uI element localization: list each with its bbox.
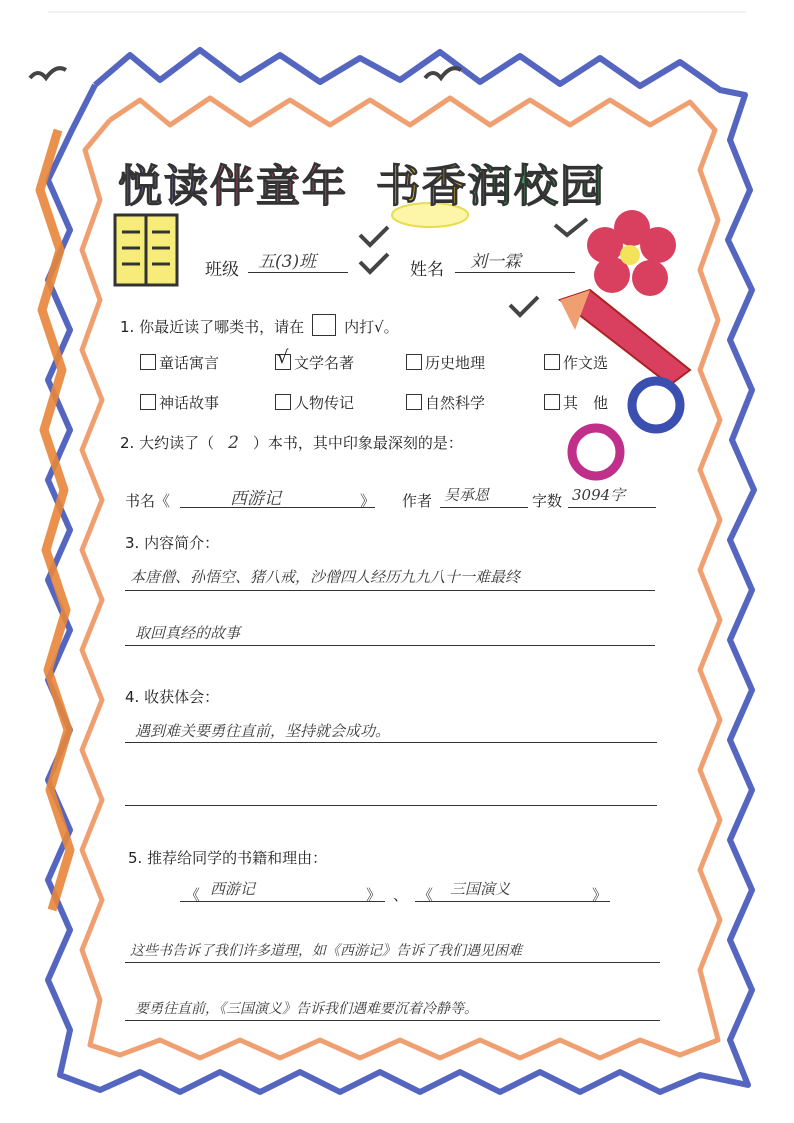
option-history[interactable]: 历史地理	[406, 352, 485, 373]
word-count-value: 3094字	[572, 486, 626, 504]
recommended-book-1: 西游记	[210, 880, 256, 898]
book-count: 2	[228, 433, 239, 453]
swirl-icon	[632, 381, 680, 429]
option-biography[interactable]: 人物传记	[275, 392, 354, 413]
page-title	[118, 150, 606, 214]
recommended-book-2: 三国演义	[450, 880, 511, 898]
option-fairy-tale[interactable]: 童话寓言	[140, 352, 219, 373]
summary-line-2: 取回真经的故事	[135, 624, 241, 642]
question-5: 5. 推荐给同学的书籍和理由：	[128, 849, 328, 867]
class-value: 五(3)班	[258, 252, 317, 272]
option-literature[interactable]: √ 文学名著	[277, 347, 355, 372]
class-label: 班级	[205, 260, 239, 280]
option-essays[interactable]: 作文选	[544, 352, 608, 373]
question-1	[120, 314, 399, 337]
option-mythology[interactable]: 神话故事	[140, 392, 219, 413]
reflection-line-1: 遇到难关要勇往直前，坚持就会成功。	[135, 722, 391, 740]
book-title-label: 书名《	[125, 492, 171, 510]
name-label: 姓名	[410, 260, 444, 280]
question-2: 2. 大约读了（ 2 ）本书，其中印象最深刻的是：	[120, 433, 463, 453]
reason-line-1: 这些书告诉了我们许多道理，如《西游记》告诉了我们遇见困难	[130, 943, 522, 959]
title-part-4: 润校园	[468, 161, 606, 212]
author-value: 吴承恩	[444, 486, 490, 504]
book-title-close: 》	[360, 492, 376, 510]
summary-line-1: 本唐僧、孙悟空、猪八戒，沙僧四人经历九九八十一难最终	[130, 568, 521, 586]
question-4: 4. 收获体会：	[125, 688, 220, 706]
book-title: 西游记	[230, 489, 281, 509]
question-1-text: 1. 你最近读了哪类书，请在	[120, 318, 305, 336]
title-part-2: 伴童年	[210, 161, 348, 212]
word-count-label: 字数	[532, 492, 563, 510]
reason-line-2: 要勇往直前，《三国演义》告诉我们遇难要沉着冷静等。	[135, 1001, 478, 1017]
flower-icon	[587, 210, 676, 296]
question-1-text-after: 内打√。	[344, 318, 399, 336]
check-mark: √	[277, 347, 289, 368]
name-value: 刘一霖	[470, 252, 521, 272]
question-3: 3. 内容简介：	[125, 534, 220, 552]
author-label: 作者	[402, 492, 433, 510]
title-part-1: 悦读	[118, 161, 210, 212]
title-part-3: 书香	[376, 161, 468, 212]
example-checkbox	[312, 314, 336, 336]
option-science[interactable]: 自然科学	[406, 392, 485, 413]
option-other[interactable]: 其 他	[544, 392, 608, 413]
